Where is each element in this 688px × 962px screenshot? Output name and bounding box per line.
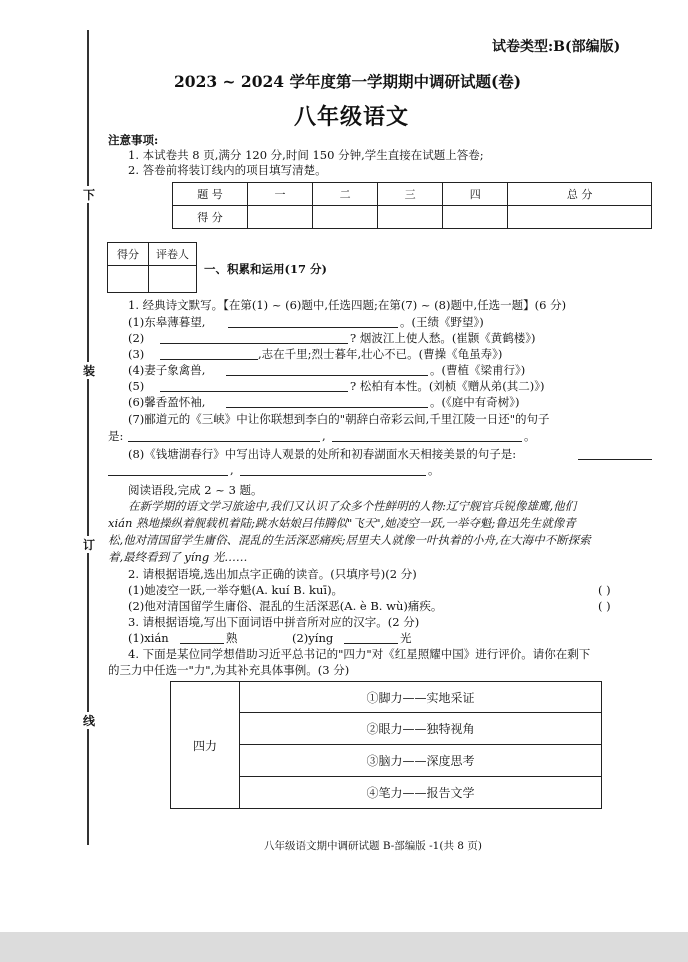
grader-score-label: 得分	[108, 243, 149, 266]
q1-line: ? 烟波江上使人愁。(崔颢《黄鹤楼》)	[350, 331, 536, 345]
note-item: 2. 答卷前将装订线内的项目填写清楚。	[128, 163, 327, 177]
q1-line: ,	[230, 463, 234, 477]
q1-line: ? 松柏有本性。(刘桢《赠从弟(其二)》)	[350, 379, 545, 393]
q1-prompt: 1. 经典诗文默写。【在第(1) ~ (6)题中,任选四题;在第(7) ~ (8)题中,任选一题】(6 分)	[128, 298, 567, 312]
answer-blank[interactable]	[240, 475, 426, 476]
exam-type: 试卷类型:B(部编版)	[492, 39, 621, 55]
binding-label-zhuang: 装	[83, 364, 96, 378]
score-cell[interactable]	[508, 206, 652, 229]
score-header: 总 分	[508, 183, 652, 206]
score-cell[interactable]	[378, 206, 443, 229]
q3-item: (1)xián	[128, 631, 169, 645]
q1-line: (7)郦道元的《三峡》中让你联想到李白的"朝辞白帝彩云间,千里江陵一日还"的句子	[128, 412, 550, 426]
four-powers-row: ③脑力——深度思考	[240, 745, 602, 777]
binding-label-ding: 订	[83, 538, 96, 552]
q1-line: (5)	[128, 379, 145, 393]
passage-line: 在新学期的语文学习旅途中,我们又认识了众多个性鲜明的人物:辽宁舰官兵锐像雄鹰,他们	[128, 499, 577, 513]
viewer-bottom-bar	[0, 932, 688, 962]
q1-line: 。(曹植《梁甫行》)	[430, 363, 526, 377]
answer-blank[interactable]	[128, 441, 320, 442]
q1-line: (4)妻子象禽兽,	[128, 363, 206, 377]
grader-name-cell[interactable]	[149, 266, 197, 293]
q1-line: 。	[524, 429, 536, 443]
q2-answer-paren[interactable]: ( )	[598, 583, 611, 597]
q1-line: (8)《钱塘湖春行》中写出诗人观景的处所和初春湖面水天相接美景的句子是:	[128, 447, 517, 461]
q3-item: 熟	[226, 631, 238, 645]
answer-blank[interactable]	[226, 375, 428, 376]
score-cell[interactable]	[443, 206, 508, 229]
main-title: 2023 ~ 2024 学年度第一学期期中调研试题(卷)	[174, 72, 522, 91]
score-header: 二	[313, 183, 378, 206]
grader-name-label: 评卷人	[149, 243, 197, 266]
four-powers-label: 四力	[171, 682, 240, 809]
page-footer: 八年级语文期中调研试题 B-部编版 -1(共 8 页)	[264, 840, 482, 852]
subject-title: 八年级语文	[294, 104, 410, 130]
score-header: 题 号	[173, 183, 248, 206]
answer-blank[interactable]	[578, 459, 652, 460]
answer-blank[interactable]	[226, 407, 428, 408]
four-powers-row: ④笔力——报告文学	[240, 777, 602, 809]
answer-blank[interactable]	[160, 359, 258, 360]
q1-line: 。(王绩《野望》)	[400, 315, 484, 329]
score-header: 四	[443, 183, 508, 206]
answer-blank[interactable]	[180, 643, 224, 644]
q1-line: 是:	[108, 429, 124, 443]
answer-blank[interactable]	[344, 643, 398, 644]
passage-line: 松,他对清国留学生庸俗、混乱的生活深恶痛疾;居里夫人就像一叶执着的小舟,在大海中不断探索	[108, 533, 591, 547]
grader-box	[107, 242, 197, 293]
q2-item: (1)她凌空一跃,一举夺魁(A. kuí B. kuī)。	[128, 583, 344, 597]
answer-blank[interactable]	[332, 441, 522, 442]
q2-item: (2)他对清国留学生庸俗、混乱的生活深恶(A. è B. wù)痛疾。	[128, 599, 443, 613]
score-table	[172, 182, 652, 229]
answer-blank[interactable]	[160, 343, 348, 344]
q2-answer-paren[interactable]: ( )	[598, 599, 611, 613]
score-cell[interactable]	[313, 206, 378, 229]
q1-line: (2)	[128, 331, 145, 345]
q1-line: (6)馨香盈怀袖,	[128, 395, 206, 409]
q4-prompt: 的三力中任选一"力",为其补充具体事例。(3 分)	[108, 663, 350, 677]
score-row-label: 得 分	[173, 206, 248, 229]
q4-prompt: 4. 下面是某位同学想借助习近平总书记的"四力"对《红星照耀中国》进行评价。请你在剩下	[128, 647, 591, 661]
q1-line: ,志在千里;烈士暮年,壮心不已。(曹操《龟虽寿》)	[258, 347, 503, 361]
binding-label-xia: 下	[83, 188, 96, 202]
answer-blank[interactable]	[160, 391, 348, 392]
four-powers-row: ②眼力——独特视角	[240, 713, 602, 745]
four-powers-row: ①脚力——实地采证	[240, 682, 602, 713]
passage-line: 着,最终看到了 yíng 光……	[108, 550, 248, 564]
q1-line: ,	[322, 429, 326, 443]
q3-prompt: 3. 请根据语境,写出下面词语中拼音所对应的汉字。(2 分)	[128, 615, 420, 629]
notes-heading: 注意事项:	[108, 133, 159, 147]
q2-prompt: 2. 请根据语境,选出加点字正确的读音。(只填序号)(2 分)	[128, 567, 417, 581]
score-header: 三	[378, 183, 443, 206]
q3-item: 光	[400, 631, 412, 645]
note-item: 1. 本试卷共 8 页,满分 120 分,时间 150 分钟,学生直接在试题上答卷;	[128, 148, 484, 162]
q1-line: 。	[428, 463, 440, 477]
section1-title: 一、积累和运用(17 分)	[204, 262, 327, 276]
grader-score-cell[interactable]	[108, 266, 149, 293]
binding-label-xian: 线	[83, 714, 96, 728]
answer-blank[interactable]	[108, 475, 228, 476]
q1-line: 。(《庭中有奇树》)	[430, 395, 520, 409]
reading-intro: 阅读语段,完成 2 ~ 3 题。	[128, 483, 263, 497]
answer-blank[interactable]	[228, 327, 398, 328]
score-cell[interactable]	[248, 206, 313, 229]
four-powers-table	[170, 681, 602, 809]
q1-line: (3)	[128, 347, 145, 361]
q1-line: (1)东皋薄暮望,	[128, 315, 206, 329]
score-header: 一	[248, 183, 313, 206]
passage-line: xián 熟地操纵着舰载机着陆;跳水姑娘吕伟腾似"飞天",她凌空一跃,一举夺魁;鲁迅先生就像青	[108, 516, 576, 530]
q3-item: (2)yíng	[292, 631, 334, 645]
